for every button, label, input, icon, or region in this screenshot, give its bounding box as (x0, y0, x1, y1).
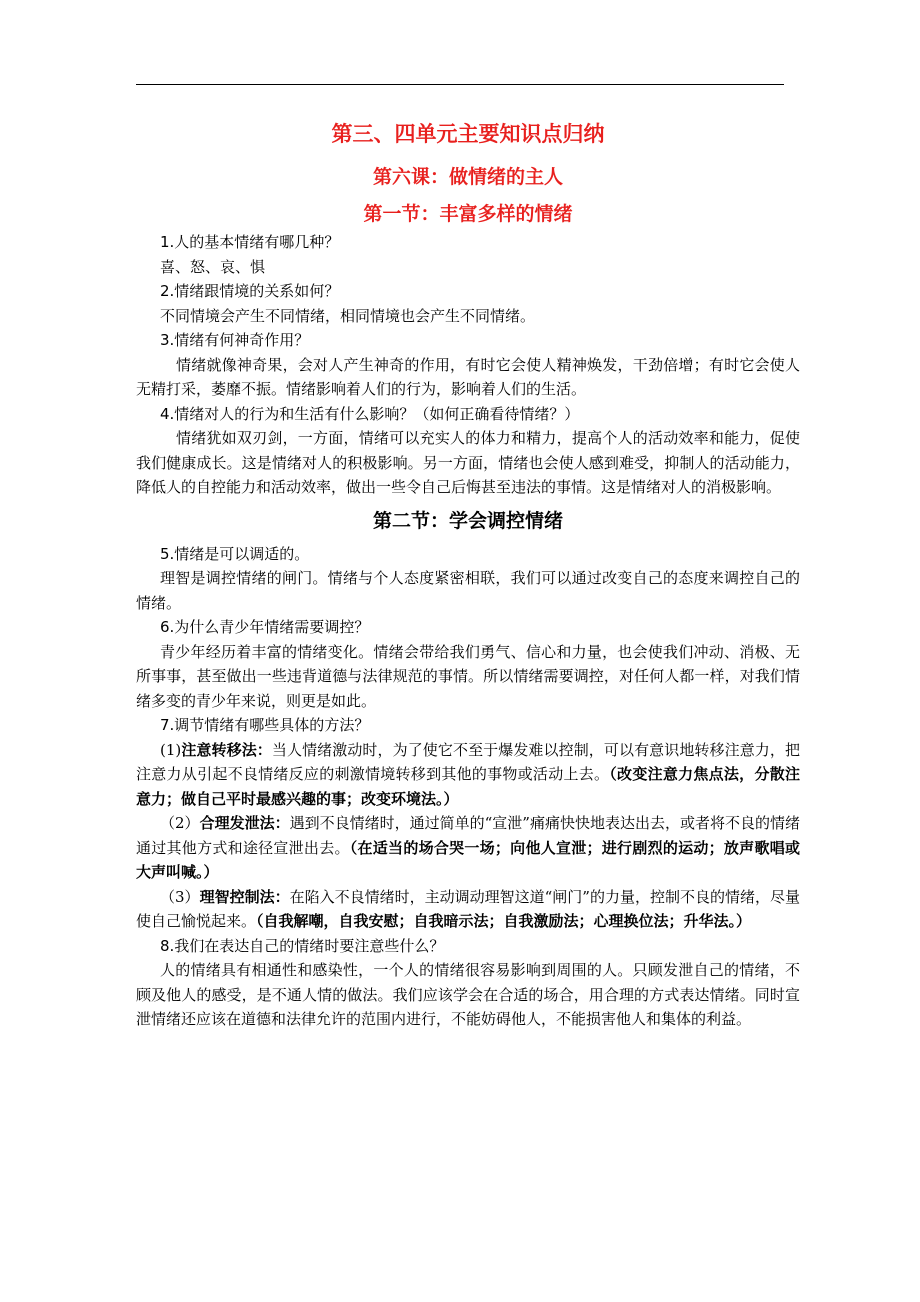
method-1-name: 注意转移法： (181, 740, 272, 759)
document-title: 第三、四单元主要知识点归纳 (331, 122, 605, 146)
method-2 (136, 811, 800, 885)
header-rule (136, 84, 784, 85)
method-3-text: 在陷入不良情绪时，主动调动理智这道“闸门”的力量，控制不良的情绪，尽量使自己愉悦起来。 (136, 887, 800, 930)
answer-1: 喜、怒、哀、惧 (160, 257, 266, 276)
section1-heading: 第一节：丰富多样的情绪 (363, 203, 573, 225)
lesson-title: 第六课：做情绪的主人 (372, 166, 563, 188)
method-2-name: 合理发泄法： (199, 814, 290, 832)
question-6: 6.为什么青少年情绪需要调控？ (160, 618, 370, 636)
answer-8: 人的情绪具有相通性和感染性，一个人的情绪很容易影响到周围的人。只顾发泄自己的情绪，不顾及他人的感受，是不通人情的做法。我们应该学会在合适的场合，用合理的方式表达情绪。同时宣泄情绪还应该在道德和法律允许的范围内进行，不能妨碍他人，不能损害他人和集体的利益。 (136, 961, 800, 1028)
method-1-number: (1) (160, 740, 182, 759)
method-3-examples: （自我解嘲，自我安慰；自我暗示法；自我激励法；心理换位法；升华法。） (256, 912, 752, 930)
method-2-number: （2） (160, 814, 200, 832)
method-3-number: （3） (160, 887, 200, 906)
answer-6: 青少年经历着丰富的情绪变化。情绪会带给我们勇气、信心和力量，也会使我们冲动、消极、无所事事，甚至做出一些违背道德与法律规范的事情。所以情绪需要调控，对任何人都一样，对我们情绪多变的青少年来说，则更是如此。 (136, 642, 800, 710)
method-3 (136, 885, 800, 934)
answer-3: 情绪就像神奇果，会对人产生神奇的作用，有时它会使人精神焕发，干劲倍增；有时它会使人无精打采，萎靡不振。情绪影响着人们的行为，影响着人们的生活。 (136, 355, 800, 398)
method-3-name: 理智控制法： (199, 887, 290, 906)
answer-4: 情绪犹如双刃剑，一方面，情绪可以充实人的体力和精力，提高个人的活动效率和能力，促使我们健康成长。这是情绪对人的积极影响。另一方面，情绪也会使人感到难受，抑制人的活动能力，降低人的自控能力和活动效率，做出一些令自己后悔甚至违法的事情。这是情绪对人的消极影响。 (136, 429, 800, 496)
question-3: 3.情绪有何神奇作用？ (160, 331, 310, 349)
method-1 (136, 738, 800, 812)
method-2-text: 遇到不良情绪时，通过简单的“宣泄”痛痛快快地表达出去，或者将不良的情绪通过其他方式和途径宣泄出去。 (136, 814, 800, 857)
question-2: 2.情绪跟情境的关系如何？ (160, 282, 340, 300)
question-1: 1.人的基本情绪有哪几种？ (160, 233, 340, 251)
method-2-examples: （在适当的场合哭一场；向他人宣泄；进行剧烈的运动；放声歌唱或大声叫喊。） (136, 838, 800, 881)
method-1-text: 当人情绪激动时，为了使它不至于爆发难以控制，可以有意识地转移注意力，把注意力从引起不良情绪反应的刺激情境转移到其他的事物或活动上去。 (136, 740, 800, 783)
document-body (136, 116, 800, 1032)
question-5: 5.情绪是可以调适的。 (160, 544, 310, 563)
answer-2: 不同情境会产生不同情绪，相同情境也会产生不同情绪。 (160, 306, 536, 325)
section2-heading: 第二节：学会调控情绪 (372, 509, 563, 532)
answer-5: 理智是调控情绪的闸门。情绪与个人态度紧密相联，我们可以通过改变自己的态度来调控自己的情绪。 (136, 569, 800, 612)
question-8: 8.我们在表达自己的情绪时要注意些什么？ (160, 936, 445, 955)
question-7: 7.调节情绪有哪些具体的方法？ (160, 716, 370, 734)
method-1-examples: （改变注意力焦点法，分散注意力；做自己平时最感兴趣的事；改变环境法。） (136, 765, 800, 808)
question-4: 4.情绪对人的行为和生活有什么影响？（如何正确看待情绪？） (160, 404, 580, 423)
